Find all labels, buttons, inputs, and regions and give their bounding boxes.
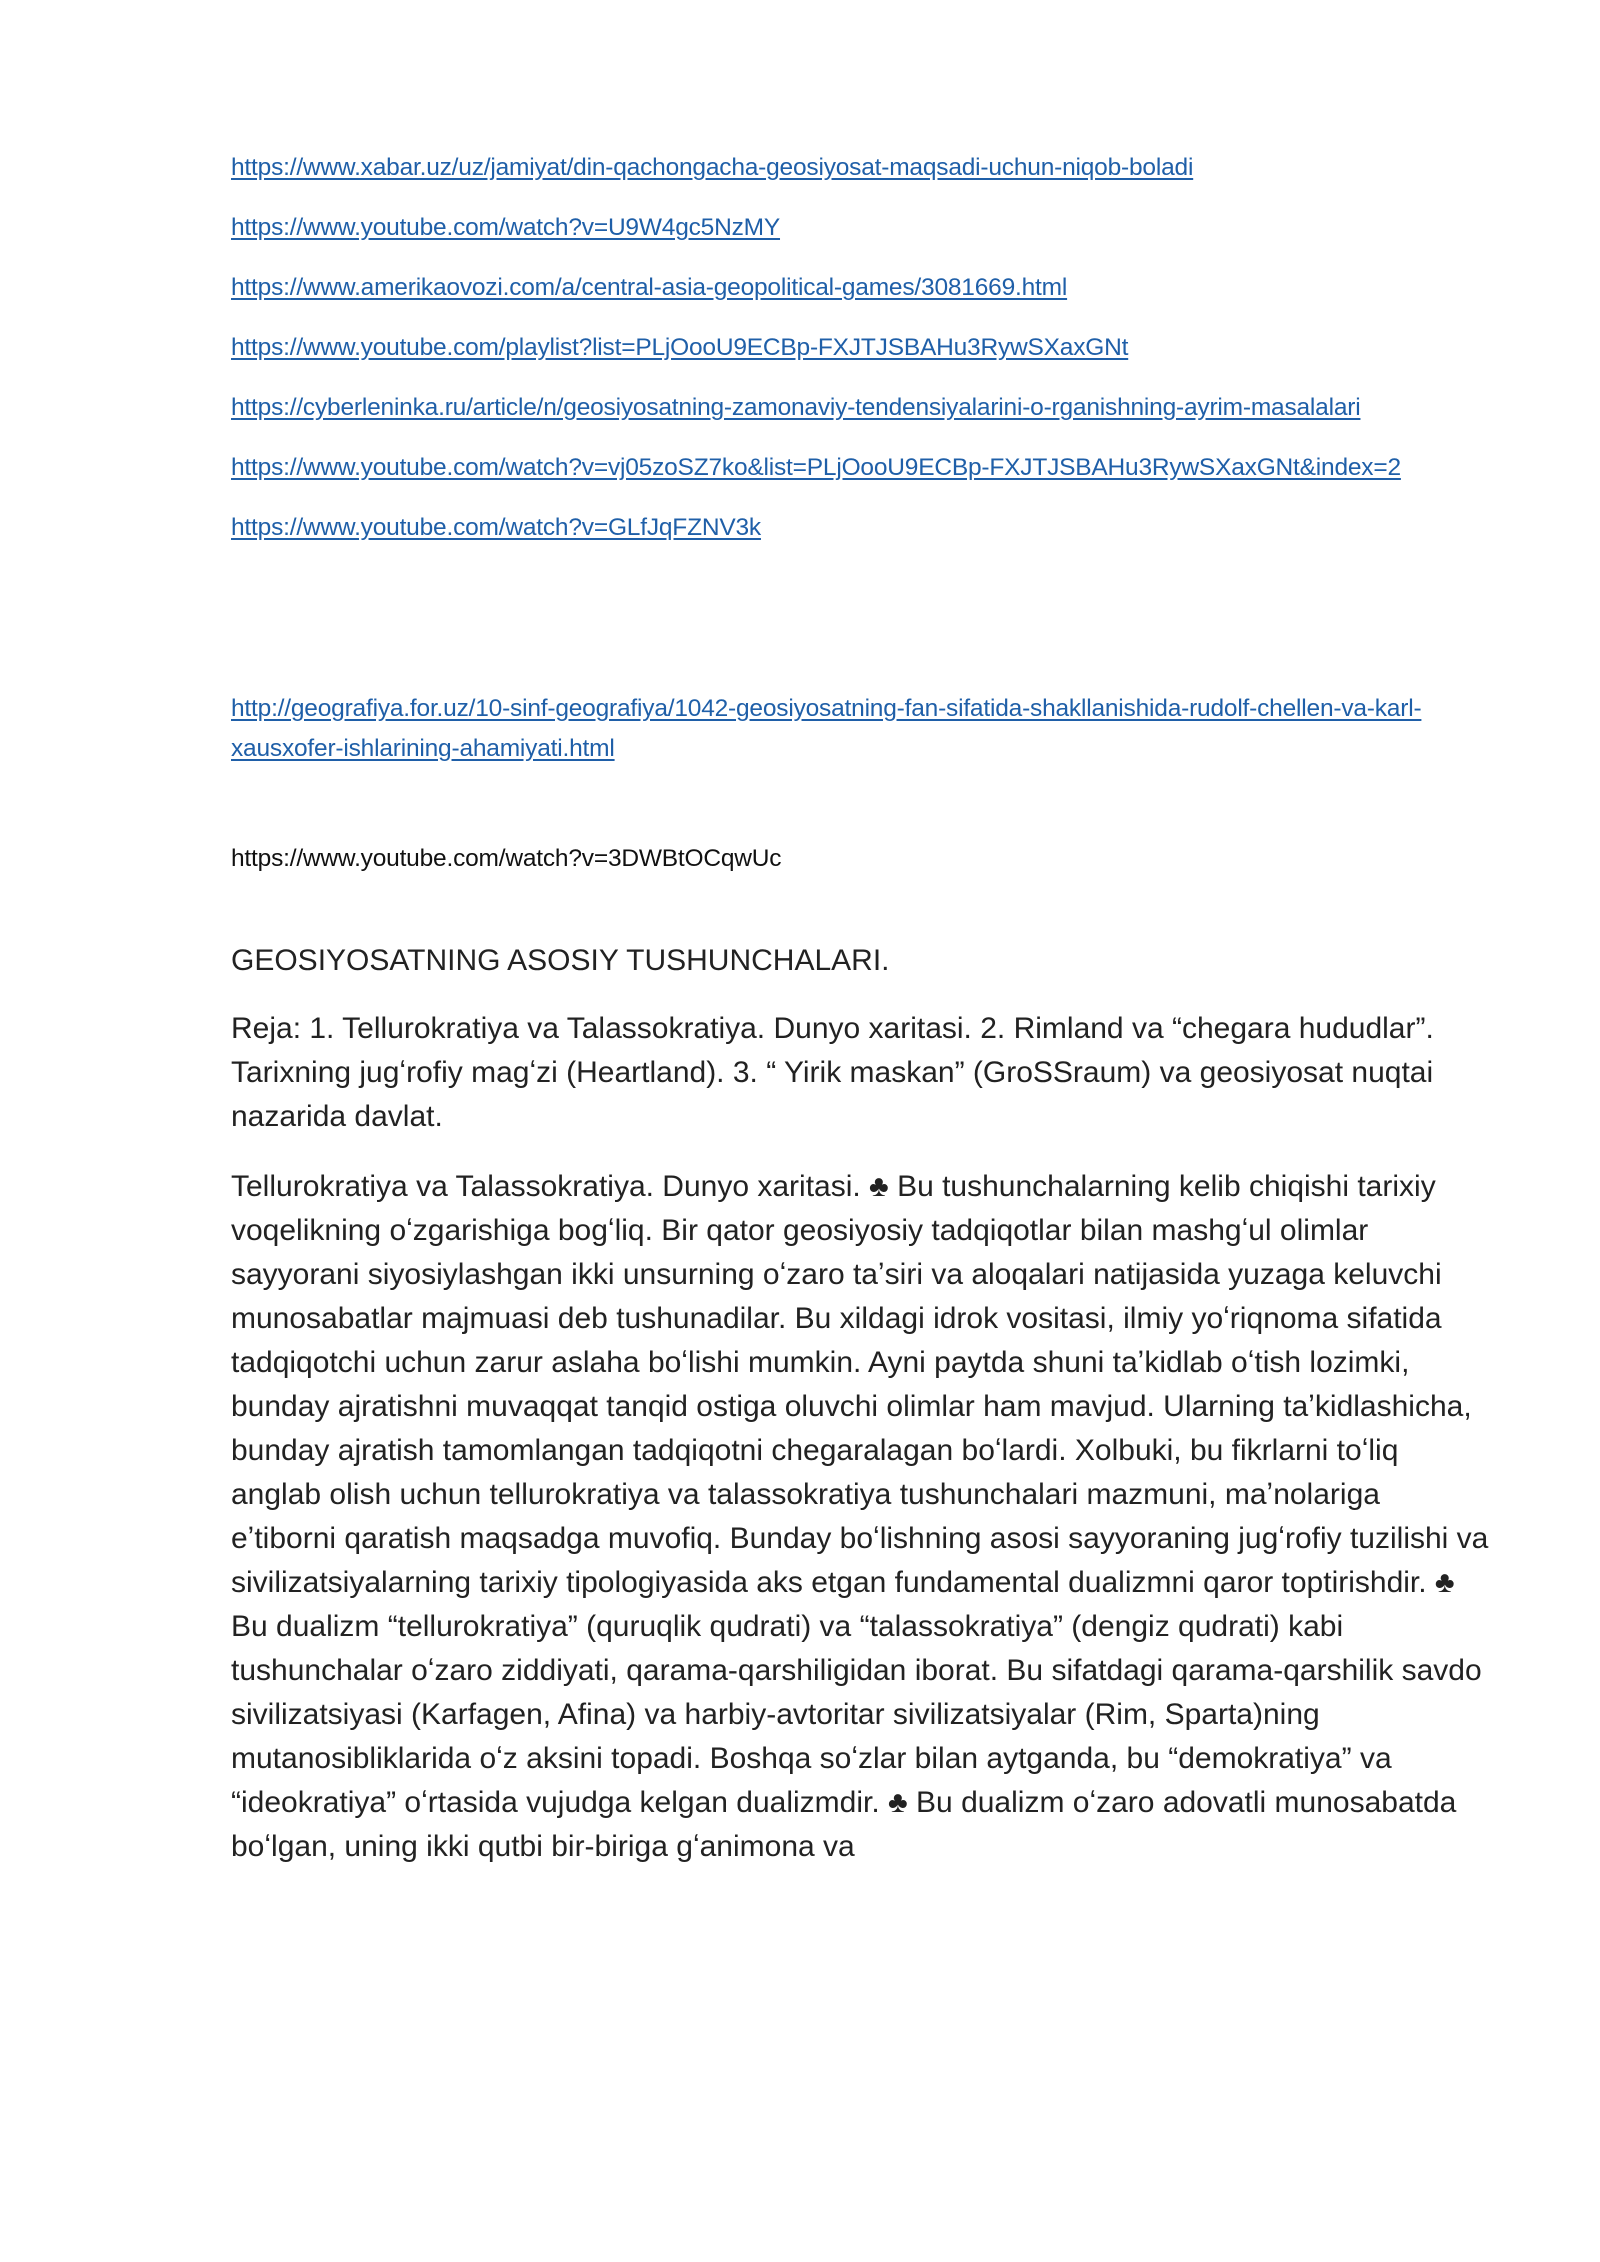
- body-paragraph: Tellurokratiya va Talassokratiya. Dunyo xaritasi. ♣ Bu tushunchalarning kelib chiqishi tarixiy voqelikning oʻzgarishiga bogʻliq. Bir qator geosiyosiy tadqiqotlar bilan mashgʻul olimlar sayyorani siyosiylashgan ikki unsurning oʻzaro taʼsiri va aloqalari natijasida yuzaga keluvchi munosabatlar majmuasi deb tushunadilar. Bu xildagi idrok vositasi, ilmiy yoʻriqnoma sifatida tadqiqotchi uchun zarur aslaha boʻlishi mumkin. Ayni paytda shuni taʼkidlab oʻtish lozimki, bunday ajratishni muvaqqat tanqid ostiga oluvchi olimlar ham mavjud. Ularning taʼkidlashicha, bunday ajratish tamomlangan tadqiqotni chegaralagan boʻlardi. Xolbuki, bu fikrlarni toʻliq anglab olish uchun tellurokratiya va talassokratiya tushunchalari mazmuni, maʼnolariga eʼtiborni qaratish maqsadga muvofiq. Bunday boʻlishning asosi sayyoraning jugʻrofiy tuzilishi va sivilizatsiyalarning tarixiy tipologiyasida aks etgan fundamental dualizmni qaror toptirishdir. ♣ Bu dualizm “tellurokratiya” (quruqlik qudrati) va “talassokratiya” (dengiz qudrati) kabi tushunchalar oʻzaro ziddiyati, qarama-qarshiligidan iborat. Bu sifatdagi qarama-qarshilik savdo sivilizatsiyasi (Karfagen, Afina) va harbiy-avtoritar sivilizatsiyalar (Rim, Sparta)ning mutanosibliklarida oʻz aksini topadi. Boshqa soʻzlar bilan aytganda, bu “demokratiya” va “ideokratiya” oʻrtasida vujudga kelgan dualizmdir. ♣ Bu dualizm oʻzaro adovatli munosabatda boʻlgan, uning ikki qutbi bir-biriga gʻanimona va: [231, 1170, 1489, 1863]
- section-title: GEOSIYOSATNING ASOSIY TUSHUNCHALARI.: [231, 944, 890, 977]
- spacer: [231, 789, 1491, 839]
- spacer: [231, 879, 1491, 939]
- list-item: [231, 448, 1491, 488]
- plan-paragraph: Reja: 1. Tellurokratiya va Talassokratiya. Dunyo xaritasi. 2. Rimland va “chegara hududlar”. Tarixning jugʻrofiy magʻzi (Heartland). 3. “ Yirik maskan” (GroSSraum) va geosiyosat nuqtai nazarida davlat.: [231, 1012, 1434, 1133]
- list-item: [231, 388, 1491, 428]
- page-content: [231, 148, 1491, 1895]
- reference-link-7[interactable]: https://www.youtube.com/watch?v=GLfJqFZNV3k: [231, 514, 761, 541]
- list-item: [231, 208, 1491, 248]
- list-item: [231, 328, 1491, 368]
- reference-link-1[interactable]: https://www.xabar.uz/uz/jamiyat/din-qachongacha-geosiyosat-maqsadi-uchun-niqob-boladi: [231, 154, 1194, 181]
- reference-link-4[interactable]: https://www.youtube.com/playlist?list=PLjOooU9ECBp-FXJTJSBAHu3RywSXaxGNt: [231, 334, 1129, 361]
- reference-link-3[interactable]: https://www.amerikaovozi.com/a/central-asia-geopolitical-games/3081669.html: [231, 274, 1068, 301]
- list-item: [231, 148, 1491, 188]
- list-item: [231, 689, 1491, 769]
- list-item: [231, 268, 1491, 308]
- list-item: [231, 508, 1491, 548]
- reference-link-2[interactable]: https://www.youtube.com/watch?v=U9W4gc5NzMY: [231, 214, 781, 241]
- plain-url-text: https://www.youtube.com/watch?v=3DWBtOCqwUc: [231, 845, 782, 872]
- reference-link-5[interactable]: https://cyberleninka.ru/article/n/geosiyosatning-zamonaviy-tendensiyalarini-o-rganishning-ayrim-masalalari: [231, 394, 1361, 421]
- reference-link-6[interactable]: https://www.youtube.com/watch?v=vj05zoSZ7ko&list=PLjOooU9ECBp-FXJTJSBAHu3RywSXaxGNt&index=2: [231, 454, 1401, 481]
- spacer: [231, 568, 1491, 689]
- reference-link-geografiya[interactable]: http://geografiya.for.uz/10-sinf-geografiya/1042-geosiyosatning-fan-sifatida-shakllanishida-rudolf-chellen-va-karl-xausxofer-ishlarining-ahamiyati.html: [231, 695, 1422, 762]
- reference-links-list: [231, 148, 1491, 548]
